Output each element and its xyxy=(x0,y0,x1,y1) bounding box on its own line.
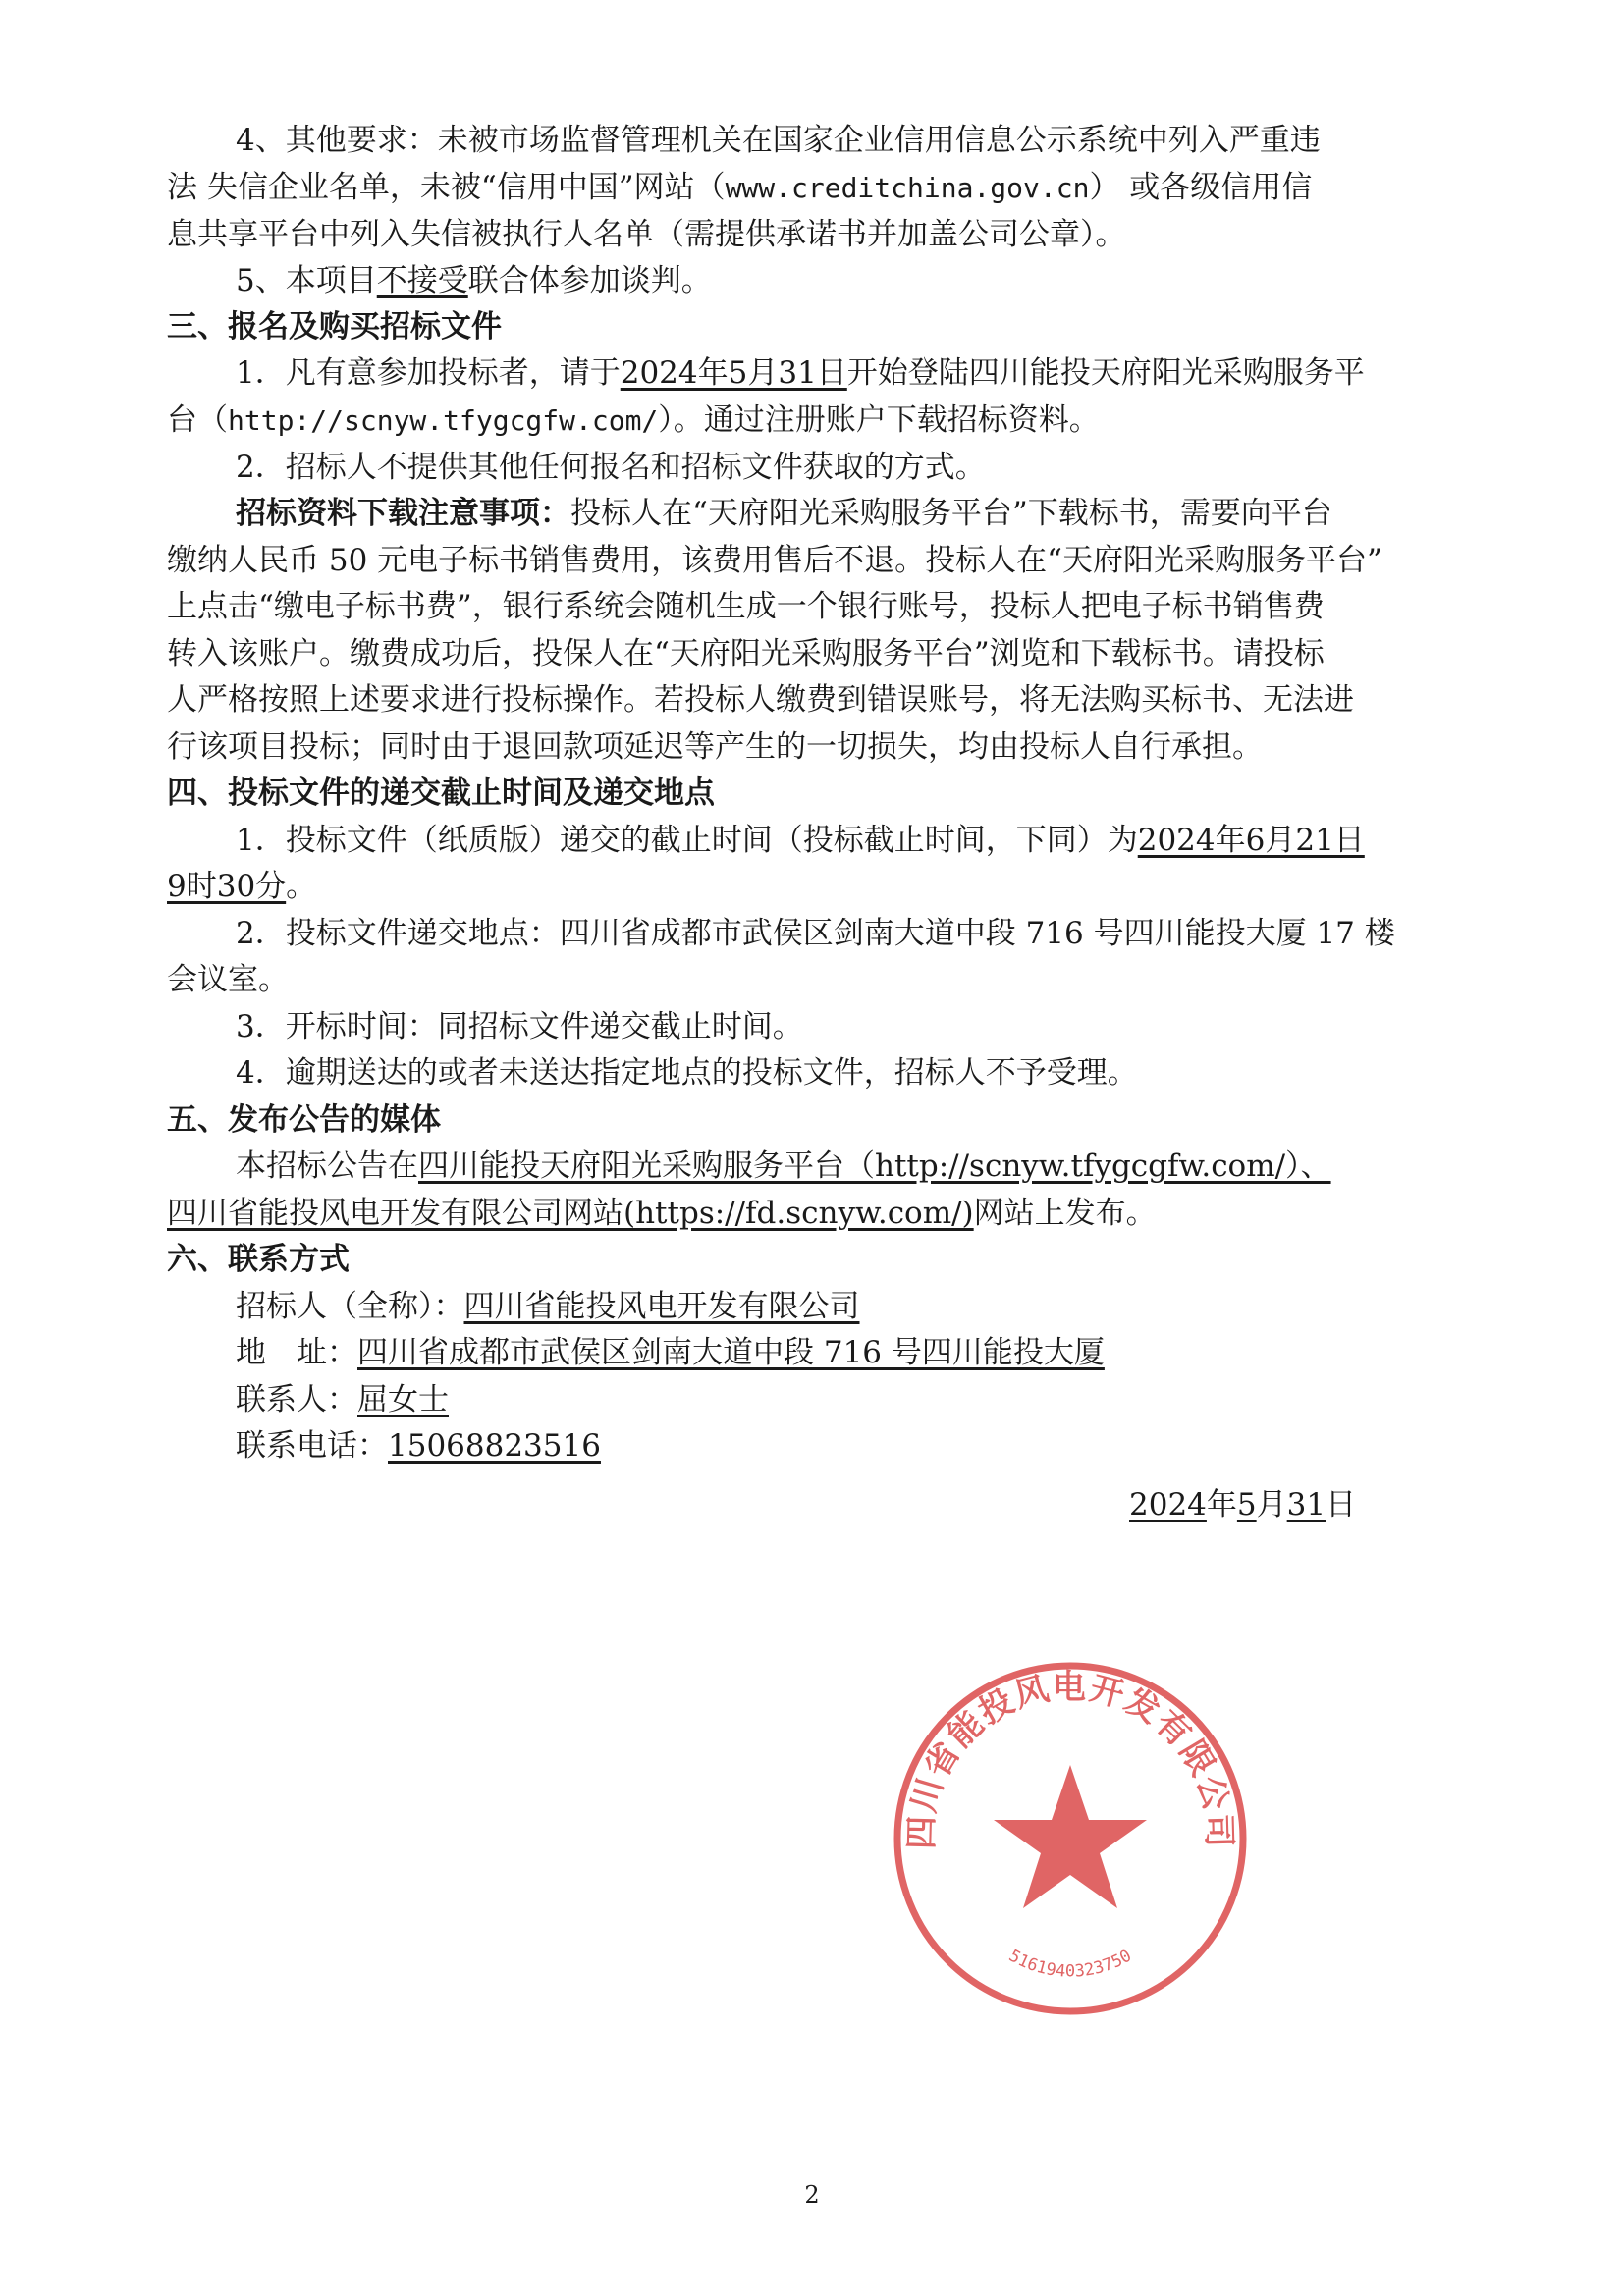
notice-line2: 缴纳人民币 50 元电子标书销售费用，该费用售后不退。投标人在“天府阳光采购服务平台” xyxy=(167,543,1382,578)
section-3-item-1-line2 xyxy=(167,400,1483,441)
para-5-b: 联合体参加谈判。 xyxy=(467,263,712,298)
para-5 xyxy=(236,261,1551,300)
s4-1-time: 9时30分 xyxy=(167,869,287,904)
section-5-line1 xyxy=(236,1147,1551,1186)
contact-address-value: 四川省成都市武侯区剑南大道中段 716 号四川能投大厦 xyxy=(357,1335,1105,1370)
contact-org xyxy=(236,1287,1551,1326)
section-3-heading: 三、报名及购买招标文件 xyxy=(167,309,502,345)
s3-1-b: 开始登陆四川能投天府阳光采购服务平 xyxy=(846,355,1365,391)
contact-org-value: 四川省能投风电开发有限公司 xyxy=(463,1289,860,1324)
date-month-unit: 月 xyxy=(1256,1487,1287,1522)
notice-line5: 人严格按照上述要求进行投标操作。若投标人缴费到错误账号，将无法购买标书、无法进 xyxy=(167,682,1354,718)
para-4-line2-b: ） 或各级信用信 xyxy=(1089,170,1313,205)
contact-address xyxy=(236,1333,1551,1372)
section-5-line2 xyxy=(167,1194,1483,1233)
section-3-item-1-line1 xyxy=(236,353,1551,393)
s5-b: 网站上发布。 xyxy=(973,1196,1157,1231)
signature-date xyxy=(1129,1485,1356,1524)
date-month: 5 xyxy=(1236,1487,1257,1522)
date-day-unit: 日 xyxy=(1326,1487,1357,1522)
notice-line1-text: 投标人在“天府阳光采购服务平台”下载标书，需要向平台 xyxy=(570,496,1332,531)
date-year: 2024 xyxy=(1129,1487,1207,1522)
section-4-item-2-line1: 2．投标文件递交地点：四川省成都市武侯区剑南大道中段 716 号四川能投大厦 17 楼 xyxy=(236,916,1395,951)
contact-person-value: 屈女士 xyxy=(357,1382,449,1417)
s5-company-site-link[interactable]: 四川省能投风电开发有限公司网站(https://fd.scnyw.com/) xyxy=(167,1196,974,1231)
contact-org-label: 招标人（全称）： xyxy=(236,1289,464,1324)
notice-line6: 行该项目投标；同时由于退回款项延迟等产生的一切损失，均由投标人自行承担。 xyxy=(167,729,1263,765)
notice-line4: 转入该账户。缴费成功后，投保人在“天府阳光采购服务平台”浏览和下载标书。请投标 xyxy=(167,636,1325,671)
seal-code: 5161940323750 xyxy=(1005,1946,1135,1982)
s4-1-date: 2024年6月21日 xyxy=(1137,823,1365,858)
s4-1-a: 1．投标文件（纸质版）递交的截止时间（投标截止时间，下同）为 xyxy=(236,823,1138,858)
notice-line3: 上点击“缴电子标书费”，银行系统会随机生成一个银行账号，投标人把电子标书销售费 xyxy=(167,589,1325,624)
s3-1-c: 台（ xyxy=(167,402,228,438)
para-5-underlined: 不接受 xyxy=(376,263,468,298)
s3-1-a: 1．凡有意参加投标者，请于 xyxy=(236,355,621,391)
section-5-heading: 五、发布公告的媒体 xyxy=(167,1102,441,1138)
notice-line1 xyxy=(236,494,1551,533)
official-seal-icon xyxy=(889,1657,1252,2020)
platform-url: http://scnyw.tfygcgfw.com/ xyxy=(228,404,659,437)
s4-1-b: 。 xyxy=(286,869,317,904)
contact-person-label: 联系人： xyxy=(236,1382,357,1417)
contact-person xyxy=(236,1380,1551,1419)
creditchina-url: www.creditchina.gov.cn xyxy=(725,172,1090,204)
date-year-unit: 年 xyxy=(1206,1487,1237,1522)
para-4-line2 xyxy=(167,168,1483,208)
para-4-line1: 4、其他要求：未被市场监督管理机关在国家企业信用信息公示系统中列入严重违 xyxy=(236,123,1321,158)
s5-platform-link[interactable]: 四川能投天府阳光采购服务平台（http://scnyw.tfygcgfw.com/）、 xyxy=(418,1148,1331,1184)
page-number: 2 xyxy=(804,2181,820,2209)
svg-text:5161940323750 xyxy=(1005,1947,1135,1982)
s3-1-date: 2024年5月31日 xyxy=(620,355,847,391)
contact-address-label: 地 址： xyxy=(236,1335,357,1370)
section-4-item-2-line2: 会议室。 xyxy=(167,962,289,997)
section-4-heading: 四、投标文件的递交截止时间及递交地点 xyxy=(167,775,715,811)
seal-text: 四川省能投风电开发有限公司 xyxy=(901,1667,1239,1850)
s5-a: 本招标公告在 xyxy=(236,1148,418,1184)
section-4-item-1-line1 xyxy=(236,821,1551,860)
s3-1-d: ）。通过注册账户下载招标资料。 xyxy=(658,402,1100,438)
contact-phone-label: 联系电话： xyxy=(236,1428,388,1464)
para-4-line2-a: 法 失信企业名单，未被“信用中国”网站（ xyxy=(167,170,726,205)
section-6-heading: 六、联系方式 xyxy=(167,1242,350,1277)
para-5-a: 5、本项目 xyxy=(236,263,377,298)
date-day: 31 xyxy=(1286,1487,1326,1522)
section-4-item-4: 4．逾期送达的或者未送达指定地点的投标文件，招标人不予受理。 xyxy=(236,1055,1138,1091)
section-4-item-3: 3．开标时间：同招标文件递交截止时间。 xyxy=(236,1009,803,1044)
notice-title: 招标资料下载注意事项： xyxy=(236,496,570,531)
section-3-item-2: 2．招标人不提供其他任何报名和招标文件获取的方式。 xyxy=(236,450,986,485)
contact-phone xyxy=(236,1426,1551,1466)
para-4-line3: 息共享平台中列入失信被执行人名单（需提供承诺书并加盖公司公章）。 xyxy=(167,217,1126,252)
section-4-item-1-line2 xyxy=(167,867,1483,906)
contact-phone-value: 15068823516 xyxy=(388,1428,601,1464)
